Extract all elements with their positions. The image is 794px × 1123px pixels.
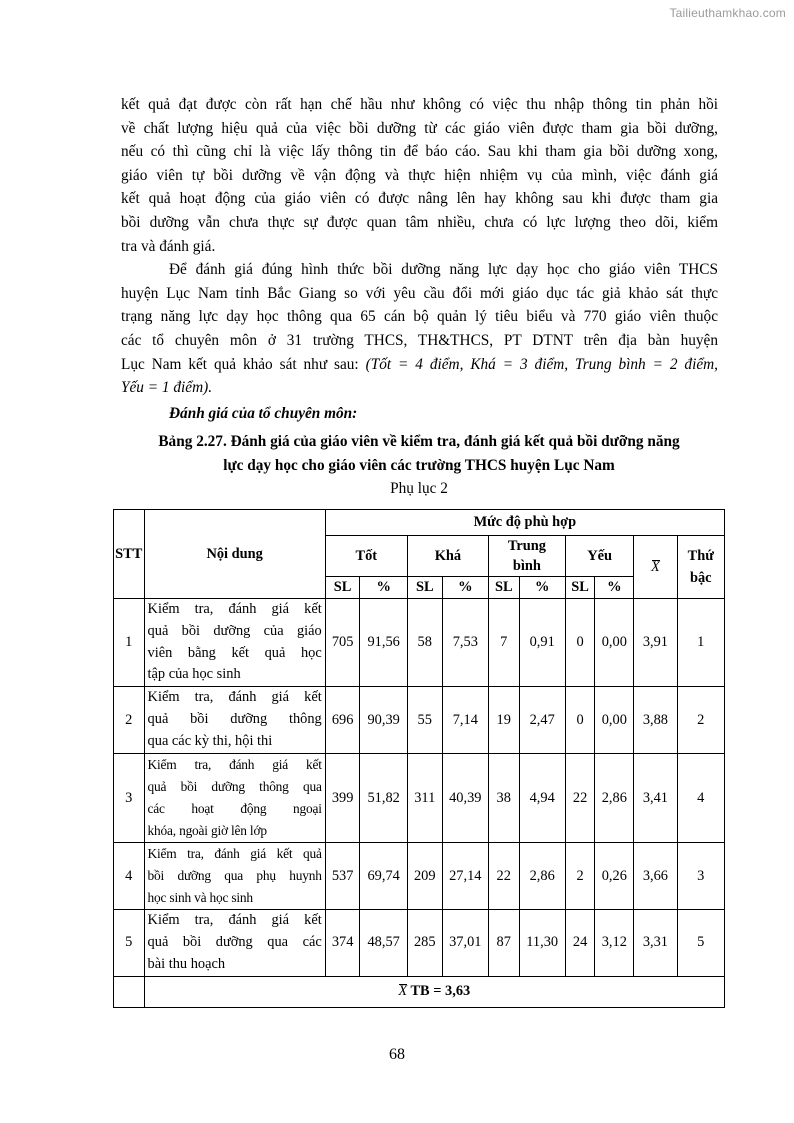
summary-cell [144, 976, 724, 1007]
content-line: khóa, ngoài giờ lên lớp [147, 823, 267, 839]
rank-value: 2 [677, 687, 725, 754]
summary-row [114, 976, 725, 1007]
fair-pct: 7,53 [442, 599, 488, 687]
paragraph-line: nếu có thì cũng chỉ là việc lấy thông tin để báo cáo. Sau khi tham gia bồi dưỡng xong, [121, 143, 718, 161]
content-line: các hoạt động ngoại [147, 801, 322, 817]
fair-sl: 58 [407, 599, 442, 687]
good-sl: 399 [325, 754, 360, 843]
table-caption [113, 430, 725, 478]
paragraph-line: bồi dưỡng vẫn chưa thực sự được quan tâm nhiều, chưa có lực lượng theo dõi, kiểm [121, 213, 718, 231]
paragraph-line: huyện Lục Nam tỉnh Bắc Giang so với yêu cầu đổi mới giáo dục tác giả khảo sát thực [121, 284, 718, 302]
rank-value: 3 [677, 843, 725, 910]
content-line: quả bồi dưỡng thông [147, 711, 322, 728]
header-pct: % [595, 577, 634, 599]
avg-sl: 7 [488, 599, 519, 687]
paragraph-plain-text: Lục Nam kết quả khảo sát như sau: [121, 355, 366, 373]
fair-sl: 311 [407, 754, 442, 843]
avg-sl: 38 [488, 754, 519, 843]
paragraph-line [121, 376, 718, 400]
watermark: Tailieuthamkhao.com [669, 6, 786, 20]
header-fair: Khá [407, 536, 488, 577]
weak-sl: 2 [565, 843, 594, 910]
good-pct: 48,57 [360, 910, 407, 976]
mean-value: 3,66 [634, 843, 677, 910]
rank-value: 4 [677, 754, 725, 843]
weak-sl: 22 [565, 754, 594, 843]
content-line: Kiểm tra, đánh giá kết [147, 601, 322, 617]
scoring-note-end: Yếu = 1 điểm). [121, 379, 213, 397]
table-row [114, 687, 725, 754]
mean-symbol: X [651, 558, 660, 575]
weak-sl: 0 [565, 599, 594, 687]
row-stt: 5 [114, 910, 145, 976]
header-mean [634, 536, 677, 599]
scoring-note: (Tốt = 4 điểm, Khá = 3 điểm, Trung bình = 2 điểm, [365, 355, 718, 373]
header-content: Nội dung [144, 510, 325, 599]
header-sl: SL [407, 577, 442, 599]
good-sl: 705 [325, 599, 360, 687]
header-sl: SL [325, 577, 360, 599]
paragraph-2 [121, 258, 718, 400]
table-row [114, 599, 725, 687]
header-pct: % [519, 577, 565, 599]
fair-sl: 209 [407, 843, 442, 910]
good-pct: 51,82 [360, 754, 407, 843]
good-sl: 696 [325, 687, 360, 754]
paragraph-line: trạng năng lực dạy học thông qua 65 cán bộ quản lý tiêu biểu và 770 giáo viên thuộc [121, 308, 718, 326]
avg-sl: 19 [488, 687, 519, 754]
header-average [488, 536, 565, 577]
content-line: Kiểm tra, đánh giá kết [147, 912, 322, 929]
header-rank-line: Thứ [687, 548, 714, 564]
caption-line: Bảng 2.27. Đánh giá của giáo viên về kiểm tra, đánh giá kết quả bồi dưỡng năng [158, 433, 680, 450]
content-line: tập của học sinh [147, 666, 241, 683]
header-pct: % [442, 577, 488, 599]
fair-pct: 37,01 [442, 910, 488, 976]
paragraph-line [121, 353, 718, 377]
fair-pct: 40,39 [442, 754, 488, 843]
row-content [144, 599, 325, 687]
header-average-line: bình [512, 558, 541, 574]
fair-sl: 55 [407, 687, 442, 754]
header-rank-line: bậc [689, 570, 712, 586]
paragraph-line: về chất lượng hiệu quả của việc bồi dưỡng từ các giáo viên được tham gia bồi dưỡng, [121, 119, 718, 137]
weak-pct: 2,86 [595, 754, 634, 843]
row-content [144, 687, 325, 754]
paragraph-1 [121, 93, 718, 258]
content-line: bài thu hoạch [147, 955, 226, 972]
fair-pct: 7,14 [442, 687, 488, 754]
content-line: quả bồi dưỡng thông qua [147, 779, 322, 795]
avg-pct: 4,94 [519, 754, 565, 843]
paragraph-line: giáo viên tự bồi dưỡng về vận động và thực hiện nhiệm vụ của mình, việc đánh giá [121, 166, 718, 184]
row-stt: 3 [114, 754, 145, 843]
content-line: quả bồi dưỡng của giáo [147, 622, 322, 639]
rank-value: 5 [677, 910, 725, 976]
content-line: Kiểm tra, đánh giá kết [147, 689, 322, 706]
content-line: viên bằng kết quả học [147, 644, 322, 661]
avg-pct: 11,30 [519, 910, 565, 976]
row-content [144, 754, 325, 843]
avg-pct: 2,47 [519, 687, 565, 754]
good-pct: 69,74 [360, 843, 407, 910]
mean-value: 3,91 [634, 599, 677, 687]
header-sl: SL [488, 577, 519, 599]
mean-value: 3,41 [634, 754, 677, 843]
weak-pct: 3,12 [595, 910, 634, 976]
content-line: học sinh và học sinh [147, 890, 253, 906]
content-line: bồi dưỡng qua phụ huynh [147, 868, 322, 884]
weak-sl: 0 [565, 687, 594, 754]
good-sl: 537 [325, 843, 360, 910]
header-pct: % [360, 577, 407, 599]
section-subheading: Đánh giá của tổ chuyên môn: [169, 405, 358, 422]
row-stt: 2 [114, 687, 145, 754]
content-line: Kiểm tra, đánh giá kết [147, 757, 322, 773]
page-number: 68 [389, 1046, 405, 1063]
weak-pct: 0,00 [595, 599, 634, 687]
paragraph-line: các tổ chuyên môn ở 31 trường THCS, TH&THCS, PT DTNT trên địa bàn huyện [121, 331, 718, 349]
good-pct: 90,39 [360, 687, 407, 754]
fair-pct: 27,14 [442, 843, 488, 910]
summary-mean-symbol: X [398, 983, 408, 1000]
mean-value: 3,31 [634, 910, 677, 976]
header-rank [677, 536, 725, 599]
appendix-label: Phụ lục 2 [390, 480, 448, 497]
header-stt: STT [114, 510, 145, 599]
header-good: Tốt [325, 536, 407, 577]
row-stt: 4 [114, 843, 145, 910]
weak-sl: 24 [565, 910, 594, 976]
fair-sl: 285 [407, 910, 442, 976]
summary-text: TB = 3,63 [407, 983, 471, 1000]
paragraph-line: tra và đánh giá. [121, 237, 216, 255]
weak-pct: 0,26 [595, 843, 634, 910]
content-line: quả bồi dưỡng qua các [147, 933, 322, 950]
paragraph-line: kết quả hoạt động của giáo viên có được nâng lên hay không sau khi được tham gia [121, 190, 718, 208]
table-row [114, 754, 725, 843]
weak-pct: 0,00 [595, 687, 634, 754]
content-line: Kiểm tra, đánh giá kết quả [147, 846, 322, 862]
caption-line: lực dạy học cho giáo viên các trường THCS huyện Lục Nam [223, 457, 615, 474]
good-pct: 91,56 [360, 599, 407, 687]
avg-pct: 2,86 [519, 843, 565, 910]
avg-pct: 0,91 [519, 599, 565, 687]
body-text [121, 93, 718, 400]
assessment-table [113, 509, 725, 1008]
header-sl: SL [565, 577, 594, 599]
paragraph-line: kết quả đạt được còn rất hạn chế hầu như không có việc thu nhập thông tin phản hồi [121, 96, 718, 113]
summary-empty-cell [114, 976, 145, 1007]
avg-sl: 22 [488, 843, 519, 910]
row-content [144, 910, 325, 976]
header-level-group: Mức độ phù hợp [325, 510, 724, 536]
avg-sl: 87 [488, 910, 519, 976]
table-row [114, 910, 725, 976]
content-line: qua các kỳ thi, hội thi [147, 733, 273, 750]
header-average-line: Trung [507, 538, 546, 554]
paragraph-line: Để đánh giá đúng hình thức bồi dưỡng năng lực dạy học cho giáo viên THCS [169, 261, 718, 279]
mean-value: 3,88 [634, 687, 677, 754]
table-row [114, 843, 725, 910]
good-sl: 374 [325, 910, 360, 976]
rank-value: 1 [677, 599, 725, 687]
row-content [144, 843, 325, 910]
row-stt: 1 [114, 599, 145, 687]
header-weak: Yếu [565, 536, 633, 577]
